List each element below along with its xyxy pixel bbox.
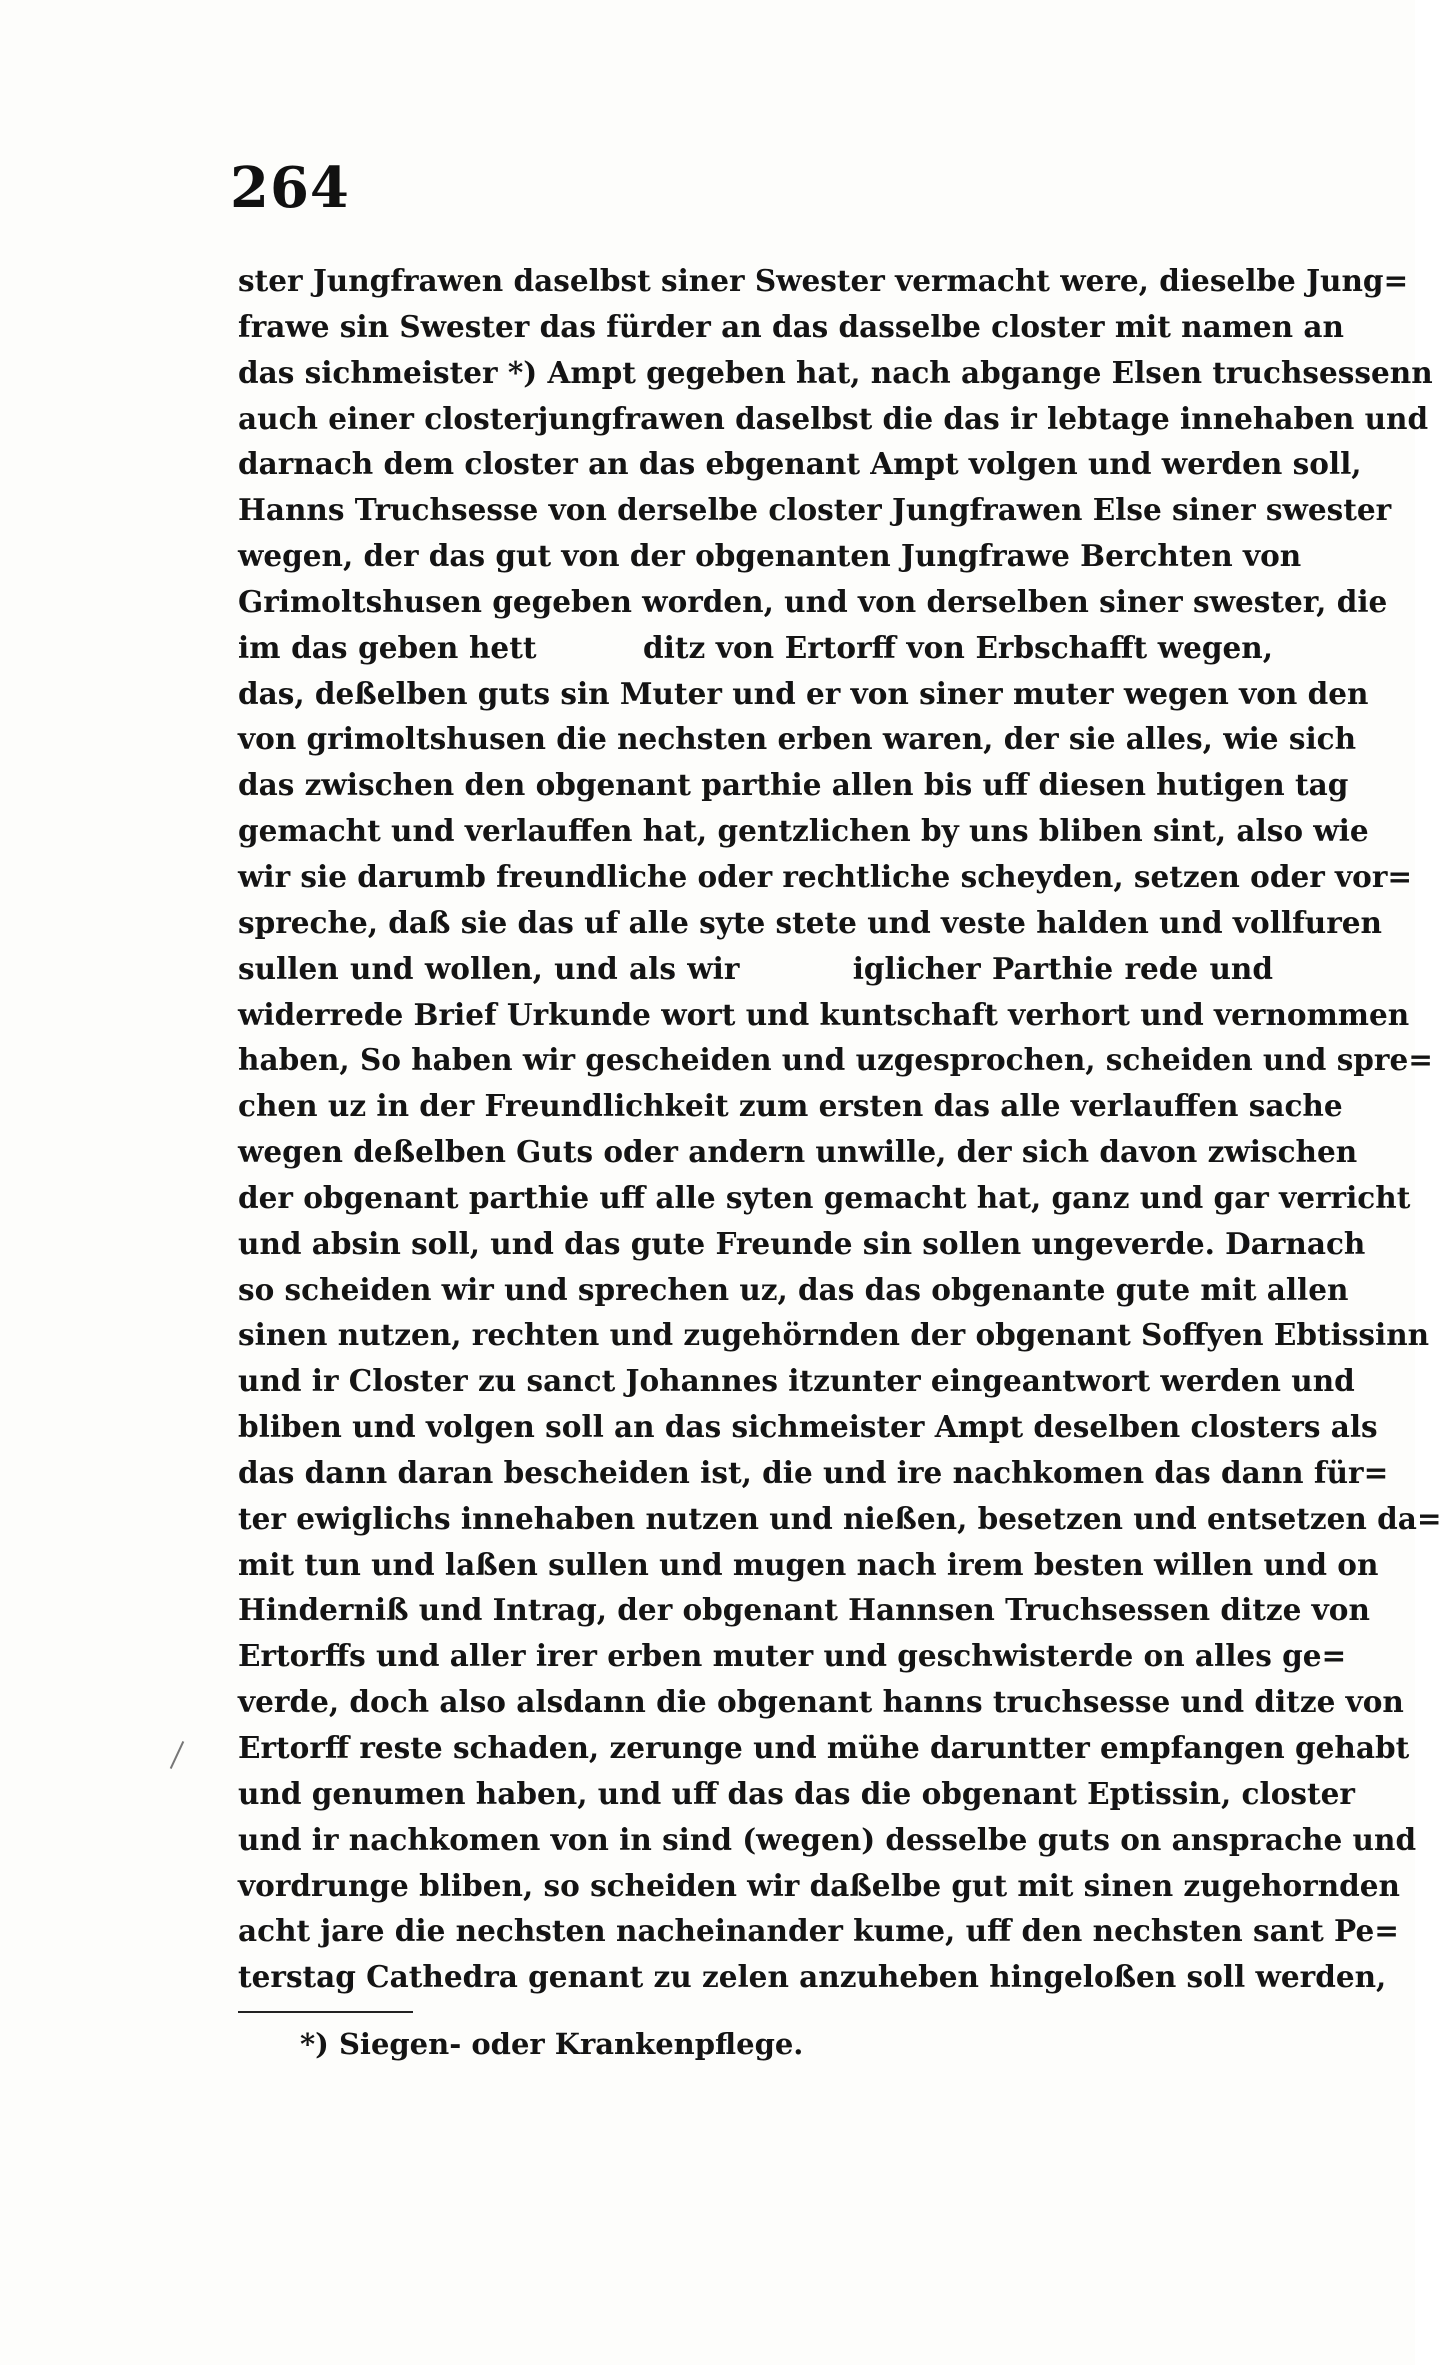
text-line: chen uz in der Freundlichkeit zum ersten das alle verlauffen sache: [238, 1088, 1343, 1124]
text-line: auch einer closterjungfrawen daselbst die das ir lebtage innehaben und: [238, 400, 1429, 436]
stray-mark: [170, 1741, 184, 1769]
body-text: [238, 258, 1442, 2000]
text-line: ster Jungfrawen daselbst siner Swester vermacht were, dieselbe Jung=: [238, 263, 1409, 298]
text-line: und absin soll, und das gute Freunde sin sollen ungeverde. Darnach: [238, 1225, 1366, 1261]
text-line: Ertorff reste schaden, zerunge und mühe daruntter empfangen gehabt: [238, 1730, 1410, 1765]
text-line: sinen nutzen, rechten und zugehörnden der obgenant Soffyen Ebtissinn: [238, 1317, 1430, 1353]
text-line: das zwischen den obgenant parthie allen bis uff diesen hutigen tag: [238, 767, 1349, 803]
text-line: haben, So haben wir gescheiden und uzgesprochen, scheiden und spre=: [238, 1042, 1433, 1078]
text-line: im das geben hett ditz von Ertorff von Erbschafft wegen,: [238, 629, 1273, 665]
text-line: vordrunge bliben, so scheiden wir daßelbe gut mit sinen zugehornden: [238, 1867, 1400, 1903]
text-line: und genumen haben, und uff das das die obgenant Eptissin, closter: [238, 1775, 1355, 1811]
text-line: von grimoltshusen die nechsten erben waren, der sie alles, wie sich: [238, 721, 1357, 757]
text-line: sullen und wollen, und als wir iglicher Parthie rede und: [238, 950, 1273, 986]
text-line: ter ewiglichs innehaben nutzen und nießen, besetzen und entsetzen da=: [238, 1500, 1442, 1536]
footnote: *) Siegen- oder Krankenpflege.: [300, 2027, 804, 2061]
text-line: spreche, daß sie das uf alle syte stete und veste halden und vollfuren: [238, 904, 1383, 940]
text-line: Hanns Truchsesse von derselbe closter Jungfrawen Else siner swester: [238, 492, 1392, 528]
text-line: das, deßelben guts sin Muter und er von siner muter wegen von den: [238, 675, 1369, 711]
text-line: gemacht und verlauffen hat, gentzlichen by uns bliben sint, also wie: [238, 813, 1369, 849]
text-line: wegen deßelben Guts oder andern unwille, der sich davon zwischen: [238, 1134, 1358, 1170]
text-line: wegen, der das gut von der obgenanten Jungfrawe Berchten von: [238, 538, 1302, 574]
text-line: mit tun und laßen sullen und mugen nach irem besten willen und on: [238, 1546, 1379, 1582]
text-line: bliben und volgen soll an das sichmeister Ampt deselben closters als: [238, 1409, 1378, 1445]
text-line: Grimoltshusen gegeben worden, und von derselben siner swester, die: [238, 583, 1388, 619]
text-line: Hinderniß und Intrag, der obgenant Hannsen Truchsessen ditze von: [238, 1592, 1370, 1628]
text-line: widerrede Brief Urkunde wort und kuntschaft verhort und vernommen: [238, 996, 1410, 1032]
text-line: und ir Closter zu sanct Johannes itzunter eingeantwort werden und: [238, 1363, 1355, 1399]
text-line: frawe sin Swester das fürder an das dasselbe closter mit namen an: [238, 308, 1344, 344]
text-line: acht jare die nechsten nacheinander kume, uff den nechsten sant Pe=: [238, 1913, 1399, 1949]
text-line: verde, doch also alsdann die obgenant hanns truchsesse und ditze von: [238, 1684, 1404, 1720]
text-line: wir sie darumb freundliche oder rechtliche scheyden, setzen oder vor=: [238, 858, 1413, 894]
text-line: terstag Cathedra genant zu zelen anzuheben hingeloßen soll werden,: [238, 1959, 1387, 1995]
text-line: der obgenant parthie uff alle syten gemacht hat, ganz und gar verricht: [238, 1179, 1411, 1215]
text-line: so scheiden wir und sprechen uz, das das obgenante gute mit allen: [238, 1271, 1349, 1307]
footnote-rule: [238, 2011, 413, 2013]
text-line: Ertorffs und aller irer erben muter und geschwisterde on alles ge=: [238, 1638, 1347, 1674]
text-line: und ir nachkomen von in sind (wegen) desselbe guts on ansprache und: [238, 1821, 1417, 1857]
text-line: das dann daran bescheiden ist, die und ire nachkomen das dann für=: [238, 1454, 1389, 1490]
text-line: darnach dem closter an das ebgenant Ampt volgen und werden soll,: [238, 446, 1362, 482]
text-line: das sichmeister *) Ampt gegeben hat, nach abgange Elsen truchsessenn: [238, 354, 1433, 390]
page-number: 264: [230, 155, 350, 221]
